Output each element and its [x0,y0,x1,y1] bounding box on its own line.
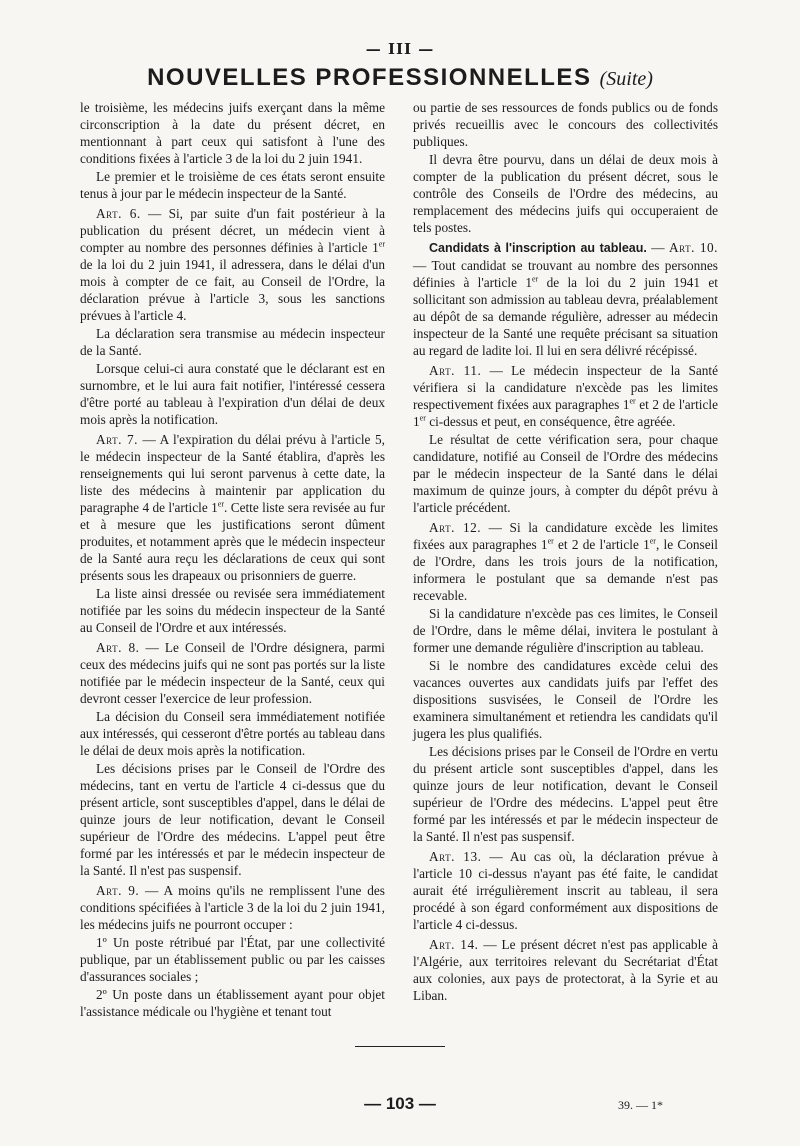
article-label: Art. 12. [429,520,482,535]
superscript: er [629,396,636,406]
paragraph: La décision du Conseil sera immédiatement notifiée aux intéressés, qui cesseront d'être portés au tableau dans le délai de deux mois après la notification. [80,709,385,758]
article-13 [413,848,718,933]
divider [355,1046,445,1047]
paragraph: Si la candidature n'excède pas ces limites, le Conseil de l'Ordre, dans le même délai, invitera le postulant à former une demande régulière d'inscription au tableau. [413,606,718,655]
article-12 [413,519,718,604]
page-number: — 103 — [364,1094,436,1113]
paragraph: Il devra être pourvu, dans un délai de deux mois à compter de la publication du présent décret, sous le contrôle des Conseils de l'Ordre des médecins, au remplacement des médecins juifs qui occuperaient de tels postes. [413,152,718,235]
article-text: de la loi du 2 juin 1941 et sollicitant son admission au tableau devra, préalablement au dépôt de sa demande régulière, adresser au médecin inspecteur de la Santé une requête précisant sa situation au regard de ladite loi. Il lui en sera délivré récépissé. [413,275,718,358]
article-6 [80,205,385,324]
article-label: Art. 6. [96,206,141,221]
article-9 [80,882,385,933]
article-label: Art. 10. [669,240,718,255]
paragraph: Le premier et le troisième de ces états seront ensuite tenus à jour par le médecin inspecteur de la Santé. [80,169,385,201]
superscript: er [217,499,224,509]
paragraph: Lorsque celui-ci aura constaté que le déclarant est en surnombre, et le lui aura fait notifier, l'intéressé cessera d'être porté au tableau à l'expiration d'un délai de deux mois après la notification. [80,361,385,427]
article-8 [80,639,385,707]
left-column [80,99,385,1021]
article-text: , le Conseil de l'Ordre, dans les trois jours de la notification, informera le postulant que sa demande n'est pas recevable. [413,537,719,603]
article-text: — Si, par suite d'un fait postérieur à la publication du présent décret, un médecin vient à compter au nombre des personnes définies à l'article 1 [80,206,385,255]
article-text: — Au cas où, la déclaration prévue à l'article 10 ci-dessus n'ayant pas été faite, le candidat aurait été irrégulièrement inscrit au tableau, il sera procédé à son égard conformément aux dispositions de l'article 4 ci-dessus. [413,849,718,932]
paragraph: Le résultat de cette vérification sera, pour chaque candidature, notifié au Conseil de l'Ordre des médecins par le médecin inspecteur de la Santé dans le délai maximum de quinze jours, à compter du dépôt prévu à l'article précédent. [413,432,718,515]
article-label: Art. 14. [429,937,479,952]
article-text: — Le Conseil de l'Ordre désignera, parmi ceux des médecins juifs qui ne sont pas portés sur la liste notifiée par le médecin inspecteur de la Santé, ceux qui devront cesser l'exercice de leur profession. [80,640,385,706]
article-text: — A moins qu'ils ne remplissent l'une des conditions spécifiées à l'article 3 de la loi du 2 juin 1941, les médecins juifs ne pourront occuper : [80,883,385,932]
article-text: de la loi du 2 juin 1941, il adressera, dans le délai d'un mois à compter de ce fait, au Conseil de l'Ordre, la déclaration prévue à l'article 3, sous les sanctions prévues à l'article 4. [80,257,385,323]
paragraph: Si le nombre des candidatures excède celui des vacances ouvertes aux candidats juifs par l'effet des dispositions susvisées, le Conseil de l'Ordre les examinera simultanément et retiendra les candidats qu'il jugera les plus qualifiés. [413,658,718,741]
signature-mark: 39. — 1* [618,1098,663,1112]
article-text: — Le présent décret n'est pas applicable à l'Algérie, aux territoires relevant du Secrétariat d'État aux colonies, aux pays de protectorat, à la Syrie et au Liban. [413,937,718,1003]
superscript: er [419,413,426,423]
section-heading: Candidats à l'inscription au tableau. [429,241,647,255]
article-text: et 2 de l'article 1 [553,537,650,552]
article-14 [413,936,718,1004]
article-11 [413,362,718,430]
article-10: Candidats à l'inscription au tableau. — Art. 10. — Tout candidat se trouvant au nombre des personnes définies à l'article 1er de la loi du 2 juin 1941 et sollicitant son admission au tableau devra, préalablement au dépôt de sa demande régulière, adresser au médecin inspecteur de la Santé une requête précisant sa situation au regard de ladite loi. Il lui en sera délivré récépissé. [413,240,718,358]
article-text: — Le médecin inspecteur de la Santé vérifiera si la candidature n'excède pas les limites respectivement fixées aux paragraphes 1 [413,363,718,412]
title-suite: (Suite) [599,68,653,90]
page-title [0,64,800,92]
article-label: Art. 13. [429,849,482,864]
superscript: er [532,274,539,284]
article-label: Art. 11. [429,363,482,378]
paragraph: ou partie de ses ressources de fonds publics ou de fonds privés recueillis avec le concours des collectivités publiques. [413,100,718,149]
paragraph: La déclaration sera transmise au médecin inspecteur de la Santé. [80,326,385,358]
article-text: — Tout candidat se trouvant au nombre des personnes définies à l'article 1 [413,258,718,290]
list-item: 1º Un poste rétribué par l'État, par une collectivité publique, par un établissement public ou par les caisses d'assurances sociales ; [80,935,385,984]
article-label: Art. 8. [96,640,140,655]
page-number-roman: — III — [365,40,435,58]
paragraph: le troisième, les médecins juifs exerçant dans la même circonscription à la date du présent décret, en mentionnant à part ceux qui satisfont à l'une des conditions fixées à l'article 3 de la loi du 2 juin 1941. [80,100,385,166]
superscript: er [378,239,385,249]
article-text: . Cette liste sera revisée au fur et à mesure que les justifications seront dûment produites, et notamment après que le médecin inspecteur de la Santé aura reçu les déclarations de ceux qui sont présents sous les drapeaux ou prisonniers de guerre. [80,500,385,583]
list-item: 2º Un poste dans un établissement ayant pour objet l'assistance médicale ou l'hygiène et tenant tout [80,987,385,1019]
article-text: — A l'expiration du délai prévu à l'article 5, le médecin inspecteur de la Santé établira, d'après les renseignements qui lui seront parvenus à cette date, la liste des médecins à maintenir par application du paragraphe 4 de l'article 1 [80,432,385,515]
article-7 [80,431,385,584]
superscript: er [649,536,656,546]
superscript: er [547,536,554,546]
right-column [413,99,718,1005]
article-text: et 2 de l'article 1 [413,397,718,429]
paragraph: La liste ainsi dressée ou revisée sera immédiatement notifiée par les soins du médecin inspecteur de la Santé au Conseil de l'Ordre et aux intéressés. [80,586,385,635]
paragraph: Les décisions prises par le Conseil de l'Ordre en vertu du présent article sont susceptibles d'appel, dans les quinze jours de leur notification, devant le Conseil supérieur de l'Ordre des médecins. L'appel peut être formé par les intéressés et par le médecin inspecteur de la Santé. Il n'est pas suspensif. [413,744,718,844]
paragraph: Les décisions prises par le Conseil de l'Ordre des médecins, tant en vertu de l'article 4 ci-dessus que du présent article, sont susceptibles d'appel, dans le délai de quinze jours de leur notification, devant le Conseil supérieur de l'Ordre des médecins. L'appel peut être formé par les intéressés et par le médecin inspecteur de la Santé. Il n'est pas suspensif. [80,761,385,878]
title-text: NOUVELLES PROFESSIONNELLES [147,64,592,91]
article-text: ci-dessus et peut, en conséquence, être agréée. [425,414,676,429]
article-label: Art. 9. [96,883,140,898]
article-text: — Si la candidature excède les limites fixées aux paragraphes 1 [413,520,718,552]
article-label: Art. 7. [96,432,138,447]
